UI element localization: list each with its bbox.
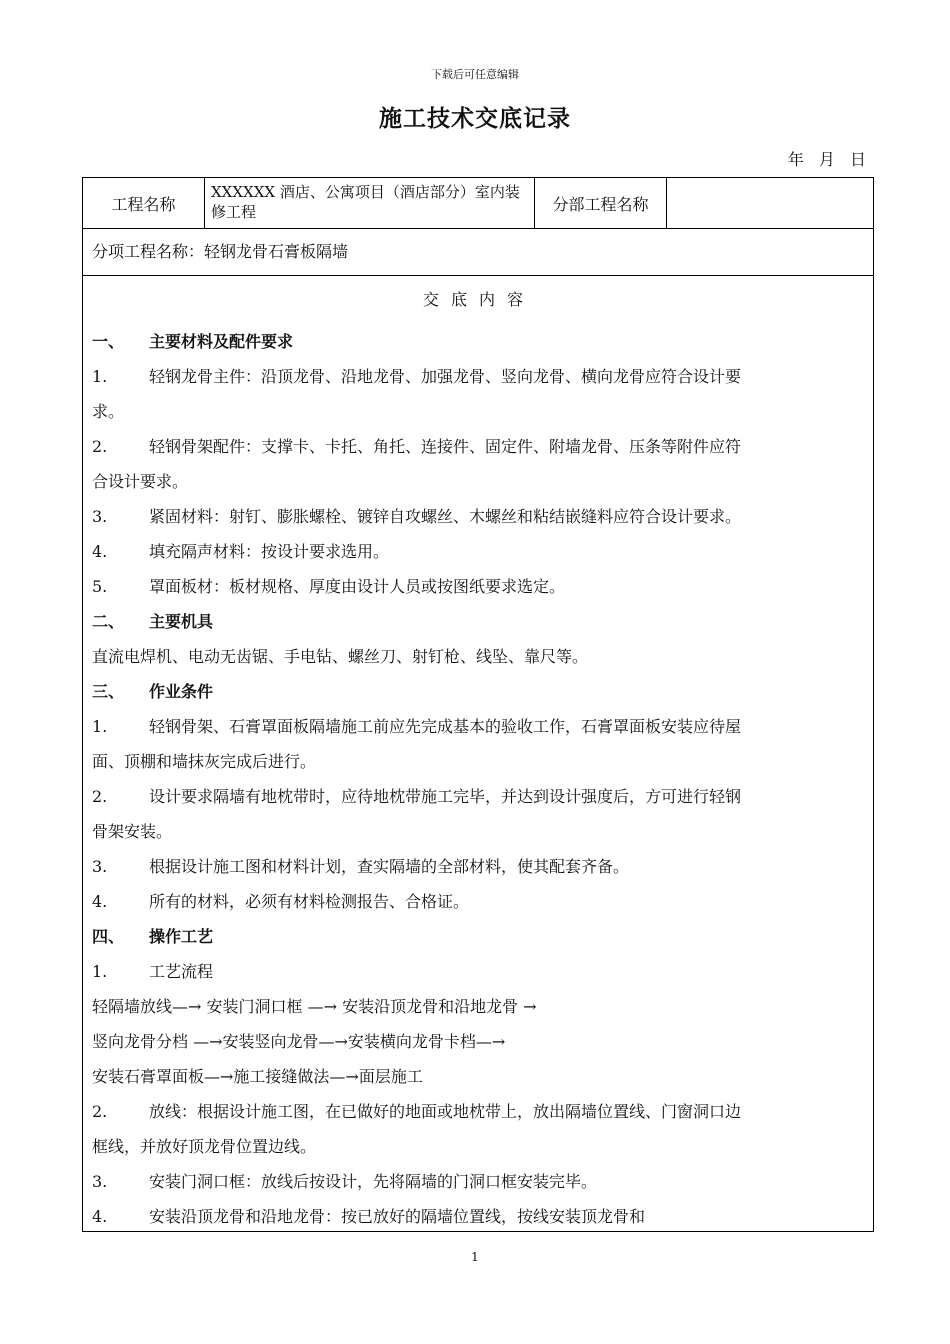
handover-form [82, 177, 874, 1232]
section-heading [92, 919, 866, 954]
content-line [92, 744, 866, 779]
content-lines [92, 324, 866, 1234]
line-text: 工艺流程 [149, 962, 214, 981]
line-text: 合设计要求。 [92, 472, 189, 491]
line-text: 所有的材料，必须有材料检测报告、合格证。 [149, 892, 470, 911]
page-title: 施工技术交底记录 [379, 105, 571, 132]
line-text: 安装门洞口框：放线后按设计，先将隔墙的门洞口框安装完毕。 [149, 1172, 598, 1191]
line-text: 设计要求隔墙有地枕带时，应待地枕带施工完毕，并达到设计强度后，方可进行轻钢 [149, 787, 742, 806]
content-line [92, 954, 866, 989]
line-text: 轻钢骨架配件：支撑卡、卡托、角托、连接件、固定件、附墙龙骨、压条等附件应符 [149, 437, 742, 456]
content-line [92, 1059, 866, 1094]
content-line [92, 989, 866, 1024]
handover-content [92, 276, 866, 1234]
content-line [92, 1129, 866, 1164]
line-text: 罩面板材：板材规格、厚度由设计人员或按图纸要求选定。 [149, 577, 566, 596]
line-number: 2. [92, 437, 108, 456]
line-number: 1. [92, 717, 108, 736]
line-number: 四、 [92, 927, 125, 946]
line-text: 轻钢骨架、石膏罩面板隔墙施工前应先完成基本的验收工作，石膏罩面板安装应待屋 [149, 717, 742, 736]
sub-project-label: 分部工程名称 [535, 178, 667, 228]
line-text: 放线：根据设计施工图，在已做好的地面或地枕带上，放出隔墙位置线、门窗洞口边 [149, 1102, 742, 1121]
project-name-value: XXXXXX 酒店、公寓项目（酒店部分）室内装修工程 [205, 178, 535, 228]
line-text: 骨架安装。 [92, 822, 173, 841]
content-line [92, 814, 866, 849]
content-line [92, 779, 866, 814]
content-line [92, 359, 866, 394]
content-line [92, 1199, 866, 1234]
line-text: 主要材料及配件要求 [149, 332, 294, 351]
line-number: 二、 [92, 612, 125, 631]
project-row [83, 178, 873, 229]
line-text: 竖向龙骨分档 —→安装竖向龙骨—→安装横向龙骨卡档—→ [92, 1032, 506, 1051]
content-line [92, 394, 866, 429]
line-number: 5. [92, 577, 108, 596]
line-number: 3. [92, 857, 108, 876]
line-number: 3. [92, 507, 108, 526]
content-line [92, 464, 866, 499]
content-line [92, 1024, 866, 1059]
line-number: 4. [92, 892, 108, 911]
line-text: 轻隔墙放线—→ 安装门洞口框 —→ 安装沿顶龙骨和沿地龙骨 → [92, 997, 537, 1016]
line-text: 根据设计施工图和材料计划，查实隔墙的全部材料，使其配套齐备。 [149, 857, 630, 876]
content-line [92, 884, 866, 919]
line-number: 2. [92, 1102, 108, 1121]
section-heading [92, 324, 866, 359]
content-line [92, 429, 866, 464]
line-number: 3. [92, 1172, 108, 1191]
content-line [92, 709, 866, 744]
line-text: 面、顶棚和墙抹灰完成后进行。 [92, 752, 317, 771]
date-label: 年 月 日 [787, 150, 866, 169]
line-text: 操作工艺 [149, 927, 214, 946]
content-line [92, 849, 866, 884]
project-name-label: 工程名称 [83, 178, 205, 228]
line-text: 主要机具 [149, 612, 214, 631]
line-number: 4. [92, 1207, 108, 1226]
item-name-row: 分项工程名称：轻钢龙骨石膏板隔墙 [83, 228, 873, 276]
content-line [92, 499, 866, 534]
line-number: 一、 [92, 332, 125, 351]
content-line [92, 1094, 866, 1129]
section-heading [92, 604, 866, 639]
content-line [92, 639, 866, 674]
line-number: 1. [92, 962, 108, 981]
content-line [92, 534, 866, 569]
line-text: 直流电焊机、电动无齿锯、手电钻、螺丝刀、射钉枪、线坠、靠尺等。 [92, 647, 589, 666]
header-note: 下载后可任意编辑 [431, 68, 519, 81]
line-text: 安装沿顶龙骨和沿地龙骨：按已放好的隔墙位置线，按线安装顶龙骨和 [149, 1207, 646, 1226]
content-line [92, 1164, 866, 1199]
line-text: 填充隔声材料：按设计要求选用。 [149, 542, 390, 561]
line-text: 框线，并放好顶龙骨位置边线。 [92, 1137, 317, 1156]
line-text: 安装石膏罩面板—→施工接缝做法—→面层施工 [92, 1067, 423, 1086]
line-text: 求。 [92, 402, 125, 421]
content-subtitle: 交底内容 [422, 290, 535, 309]
line-number: 三、 [92, 682, 125, 701]
line-text: 作业条件 [149, 682, 214, 701]
content-line [92, 569, 866, 604]
sub-project-value [667, 178, 873, 228]
line-number: 2. [92, 787, 108, 806]
line-number: 4. [92, 542, 108, 561]
line-text: 紧固材料：射钉、膨胀螺栓、镀锌自攻螺丝、木螺丝和粘结嵌缝料应符合设计要求。 [149, 507, 742, 526]
section-heading [92, 674, 866, 709]
line-number: 1. [92, 367, 108, 386]
line-text: 轻钢龙骨主件：沿顶龙骨、沿地龙骨、加强龙骨、竖向龙骨、横向龙骨应符合设计要 [149, 367, 742, 386]
page-number: 1 [471, 1250, 479, 1264]
